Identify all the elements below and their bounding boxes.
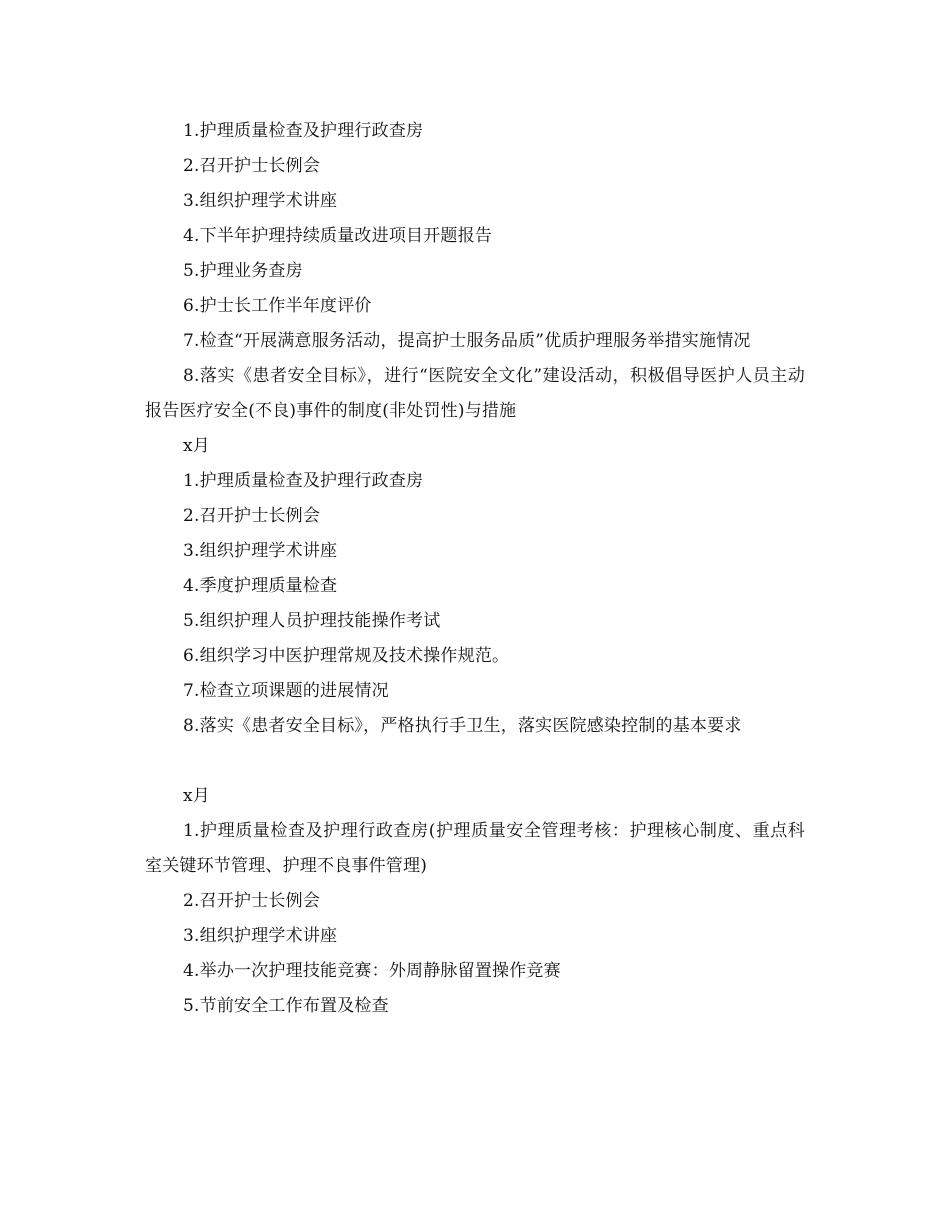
list-item: 3.组织护理学术讲座 xyxy=(183,926,338,946)
list-item: 2.召开护士长例会 xyxy=(183,891,321,911)
list-item: 3.组织护理学术讲座 xyxy=(183,191,338,211)
list-item: 4.举办一次护理技能竞赛：外周静脉留置操作竞赛 xyxy=(183,961,561,981)
list-item: 5.节前安全工作布置及检查 xyxy=(183,996,389,1016)
month-heading: x月 xyxy=(183,436,210,456)
list-item: 6.组织学习中医护理常规及技术操作规范。 xyxy=(183,646,510,666)
list-item: 1.护理质量检查及护理行政查房 xyxy=(183,471,424,491)
list-item: 2.召开护士长例会 xyxy=(183,156,321,176)
list-item: 8.落实《患者安全目标》，严格执行手卫生，落实医院感染控制的基本要求 xyxy=(183,716,742,736)
list-item: 3.组织护理学术讲座 xyxy=(183,541,338,561)
list-item: 5.护理业务查房 xyxy=(183,261,303,281)
paragraph-gap xyxy=(145,744,805,779)
list-item: 4.下半年护理持续质量改进项目开题报告 xyxy=(183,226,493,246)
month-heading: x月 xyxy=(183,786,210,806)
list-item: 6.护士长工作半年度评价 xyxy=(183,296,372,316)
list-item: 1.护理质量检查及护理行政查房 xyxy=(183,121,424,141)
list-item: 7.检查立项课题的进展情况 xyxy=(183,681,389,701)
list-item: 2.召开护士长例会 xyxy=(183,506,321,526)
list-item: 5.组织护理人员护理技能操作考试 xyxy=(183,611,441,631)
document-body xyxy=(145,114,805,1024)
list-item: 7.检查“开展满意服务活动，提高护士服务品质”优质护理服务举措实施情况 xyxy=(183,331,751,351)
list-item: 8.落实《患者安全目标》，进行“医院安全文化”建设活动，积极倡导医护人员主动报告医疗安全(不良)事件的制度(非处罚性)与措施 xyxy=(145,366,805,421)
list-item: 4.季度护理质量检查 xyxy=(183,576,338,596)
list-item: 1.护理质量检查及护理行政查房(护理质量安全管理考核：护理核心制度、重点科室关键环节管理、护理不良事件管理) xyxy=(145,821,805,876)
